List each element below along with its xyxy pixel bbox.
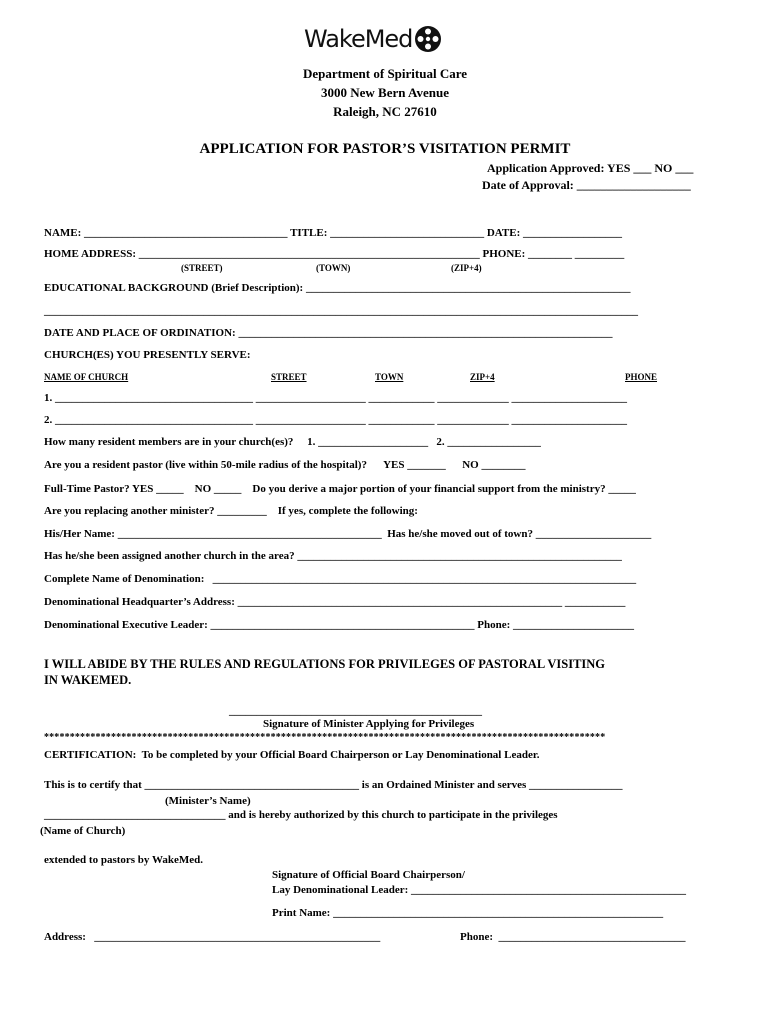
extended-text: extended to pastors by WakeMed. xyxy=(44,854,203,866)
church-header-name: NAME OF CHURCH xyxy=(44,372,129,382)
church-name-sublabel: (Name of Church) xyxy=(40,825,126,837)
form-title: APPLICATION FOR PASTOR’S VISITATION PERMIT xyxy=(199,141,571,157)
minister-signature-label: Signature of Minister Applying for Privileges xyxy=(263,718,475,730)
approval-date: Date of Approval: ___________________ xyxy=(482,178,691,192)
resident-members-question[interactable]: How many resident members are in your church(es)? 1. ____________________ 2. _________________ xyxy=(44,436,541,448)
board-signature-line[interactable]: Lay Denominational Leader: __________________________________________________ xyxy=(272,884,687,896)
church-header-phone: PHONE xyxy=(625,372,658,382)
abide-statement-line-1: I WILL ABIDE BY THE RULES AND REGULATIONS FOR PRIVILEGES OF PASTORAL VISITING xyxy=(44,657,606,671)
home-address-line[interactable]: HOME ADDRESS: ______________________________________________________________ PHONE: ________ _________ xyxy=(44,248,625,260)
churches-label: CHURCH(ES) YOU PRESENTLY SERVE: xyxy=(44,349,251,361)
ordination-line[interactable]: DATE AND PLACE OF ORDINATION: ____________________________________________________________________ xyxy=(44,327,613,339)
church-row-1[interactable]: 1. ____________________________________ ____________________ ____________ _____________ _____________________ xyxy=(44,392,627,404)
church-authorization-line[interactable]: _________________________________ and is hereby authorized by this church to participate in the privileges xyxy=(44,809,558,821)
board-address-line[interactable]: Address: ____________________________________________________ xyxy=(44,931,381,943)
church-row-2[interactable]: 2. ____________________________________ ____________________ ____________ _____________ _____________________ xyxy=(44,414,627,426)
zip-sublabel: (ZIP+4) xyxy=(451,263,482,273)
education-line[interactable]: EDUCATIONAL BACKGROUND (Brief Description): ___________________________________________________________ xyxy=(44,282,631,294)
department-name: Department of Spiritual Care xyxy=(302,66,468,81)
church-header-town: TOWN xyxy=(375,372,404,382)
wakemed-cross-icon xyxy=(414,25,442,53)
department-city: Raleigh, NC 27610 xyxy=(333,104,437,119)
replacing-minister-question[interactable]: Are you replacing another minister? _________ If yes, complete the following: xyxy=(44,505,418,517)
previous-minister-name-line[interactable]: His/Her Name: ________________________________________________ Has he/she moved out of town? _____________________ xyxy=(44,528,652,540)
fulltime-pastor-question[interactable]: Full-Time Pastor? YES _____ NO _____ Do you derive a major portion of your financial support from the ministry? _____ xyxy=(44,483,636,495)
board-phone-line[interactable]: Phone: __________________________________ xyxy=(460,931,686,943)
education-continuation-line[interactable]: ____________________________________________________________________________________________________________ xyxy=(44,305,638,317)
department-street: 3000 New Bern Avenue xyxy=(321,85,449,100)
certification-heading: CERTIFICATION: To be completed by your Official Board Chairperson or Lay Denominational Leader. xyxy=(44,749,540,761)
star-divider: ************************************************************************************************************* xyxy=(44,732,606,743)
church-header-street: STREET xyxy=(271,372,307,382)
street-sublabel: (STREET) xyxy=(181,263,223,273)
assigned-church-question[interactable]: Has he/she been assigned another church in the area? ___________________________________________________________ xyxy=(44,550,622,562)
wakemed-logo xyxy=(304,24,442,54)
print-name-line[interactable]: Print Name: ____________________________________________________________ xyxy=(272,907,664,919)
minister-name-sublabel: (Minister’s Name) xyxy=(165,795,251,807)
denomination-hq-line[interactable]: Denominational Headquarter’s Address: ___________________________________________________________ ___________ xyxy=(44,596,626,608)
logo-text: WakeMed xyxy=(304,25,413,53)
abide-statement-line-2: IN WAKEMED. xyxy=(44,673,132,687)
minister-signature-line[interactable]: ______________________________________________ xyxy=(229,705,482,717)
certify-line[interactable]: This is to certify that _______________________________________ is an Ordained Minister and serves _________________ xyxy=(44,779,623,791)
board-signature-label: Signature of Official Board Chairperson/ xyxy=(272,869,465,881)
name-title-date-line[interactable]: NAME: _____________________________________ TITLE: ____________________________ DATE: __________________ xyxy=(44,227,623,239)
executive-leader-line[interactable]: Denominational Executive Leader: ________________________________________________ Phone: ______________________ xyxy=(44,619,635,631)
approval-status: Application Approved: YES ___ NO ___ xyxy=(487,161,694,175)
denomination-name-line[interactable]: Complete Name of Denomination: _____________________________________________________________________________ xyxy=(44,573,637,585)
church-header-zip: ZIP+4 xyxy=(470,372,495,382)
town-sublabel: (TOWN) xyxy=(316,263,351,273)
resident-pastor-question[interactable]: Are you a resident pastor (live within 50-mile radius of the hospital)? YES _______ NO ________ xyxy=(44,459,526,471)
